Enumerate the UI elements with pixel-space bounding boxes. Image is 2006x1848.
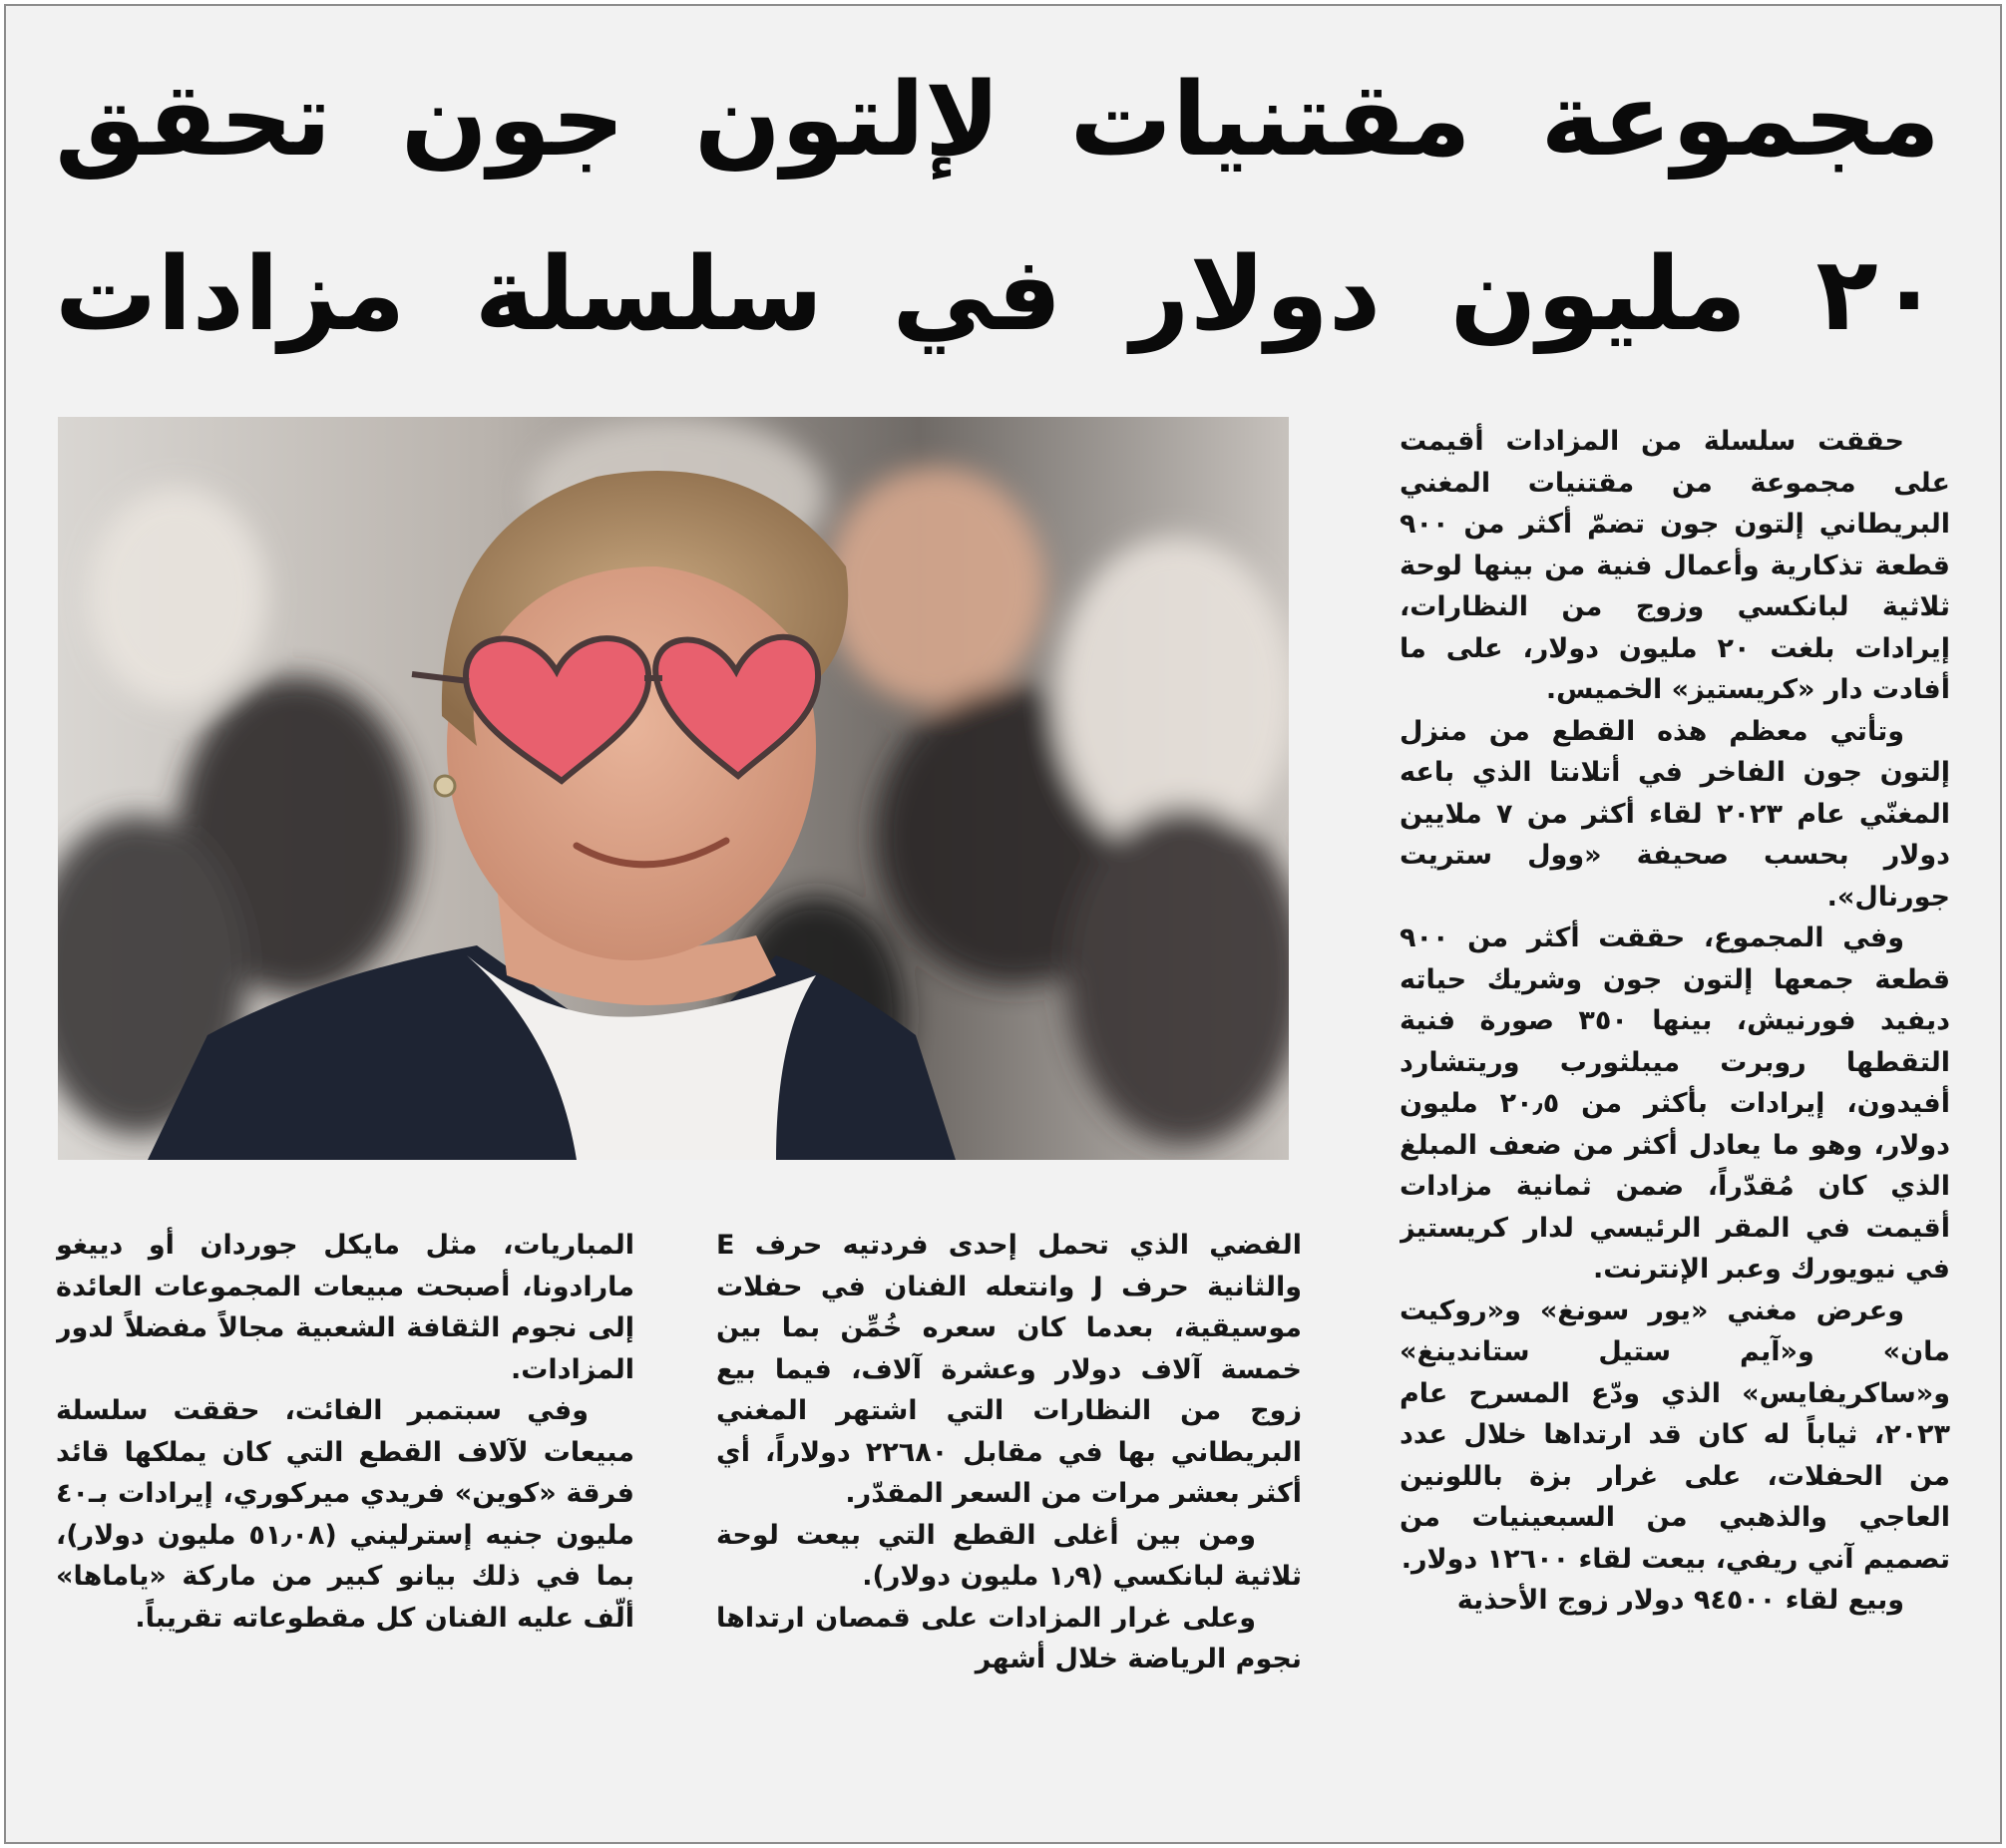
- paragraph: وفي سبتمبر الفائت، حققت سلسلة مبيعات لآلاف القطع التي كان يملكها قائد فرقة «كوين» فريدي ميركوري، إيرادات بـ٤٠ مليون جنيه إسترليني (٥١٫٠٨ مليون دولار)، بما في ذلك بيانو كبير من ماركة «ياماها» ألّف عليه الفنان كل مقطوعاته تقريباً.: [56, 1395, 634, 1634]
- article-column-middle: [716, 1225, 1302, 1743]
- headline-line-2: ٢٠ مليون دولار في سلسلة مزادات: [55, 235, 1940, 354]
- paragraph: المباريات، مثل مايكل جوردان أو دييغو مارادونا، أصبحت مبيعات المجموعات العائدة إلى نجوم الثقافة الشعبية مجالاً مفضلاً لدور المزادات.: [56, 1230, 634, 1385]
- newspaper-clipping: [4, 4, 2002, 1844]
- paragraph: وبيع لقاء ٩٤٥٠٠ دولار زوج الأحذية: [1456, 1585, 1904, 1616]
- headline-line-1: مجموعة مقتنيات لإلتون جون تحقق: [55, 61, 1940, 180]
- paragraph: وتأتي معظم هذه القطع من منزل إلتون جون الفاخر في أتلانتا الذي باعه المغنّي عام ٢٠٢٣ لقاء أكثر من ٧ ملايين دولار بحسب صحيفة «وول ستريت جورنال».: [1400, 715, 1950, 913]
- article-column-left: [56, 1225, 634, 1743]
- article-column-right: [1400, 421, 1950, 1747]
- paragraph: حققت سلسلة من المزادات أقيمت على مجموعة من مقتنيات المغني البريطاني إلتون جون تضمّ أكثر من ٩٠٠ قطعة تذكارية وأعمال فنية من بينها لوحة ثلاثية لبانكسي وزوج من النظارات، إيرادات بلغت ٢٠ مليون دولار، على ما أفادت دار «كريستيز» الخميس.: [1400, 426, 1950, 705]
- paragraph: وفي المجموع، حققت أكثر من ٩٠٠ قطعة جمعها إلتون جون وشريك حياته ديفيد فورنيش، بينها ٣٥٠ صورة فنية التقطها روبرت ميبلثورب وريتشارد أفيدون، إيرادات بأكثر من ٢٠٫٥ مليون دولار، وهو ما يعادل أكثر من ضعف المبلغ الذي كان مُقدّراً، ضمن ثمانية مزادات أقيمت في المقر الرئيسي لدار كريستيز في نيويورك وعبر الإنترنت.: [1400, 923, 1950, 1285]
- paragraph: ومن بين أغلى القطع التي بيعت لوحة ثلاثية لبانكسي (١٫٩ مليون دولار).: [716, 1519, 1302, 1592]
- paragraph: وعرض مغني «يور سونغ» و«روكيت مان» و«آيم ستيل ستاندينغ» و«ساكريفايس» الذي ودّع المسرح عام ٢٠٢٣، ثياباً له كان قد ارتداها خلال عدد من الحفلات، على غرار بزة باللونين العاجي والذهبي من السبعينيات من تصميم آني ريفي، بيعت لقاء ١٢٦٠٠ دولار.: [1400, 1294, 1950, 1575]
- paragraph: الفضي الذي تحمل إحدى فردتيه حرف E والثانية حرف J وانتعله الفنان في حفلات موسيقية، بعدما كان سعره خُمِّن بما بين خمسة آلاف دولار وعشرة آلاف، فيما بيع زوج من النظارات التي اشتهر المغني البريطاني بها في مقابل ٢٢٦٨٠ دولاراً، أي أكثر بعشر مرات من السعر المقدّر.: [716, 1230, 1302, 1509]
- paragraph: وعلى غرار المزادات على قمصان ارتداها نجوم الرياضة خلال أشهر: [716, 1602, 1302, 1674]
- article-photo: [58, 417, 1289, 1160]
